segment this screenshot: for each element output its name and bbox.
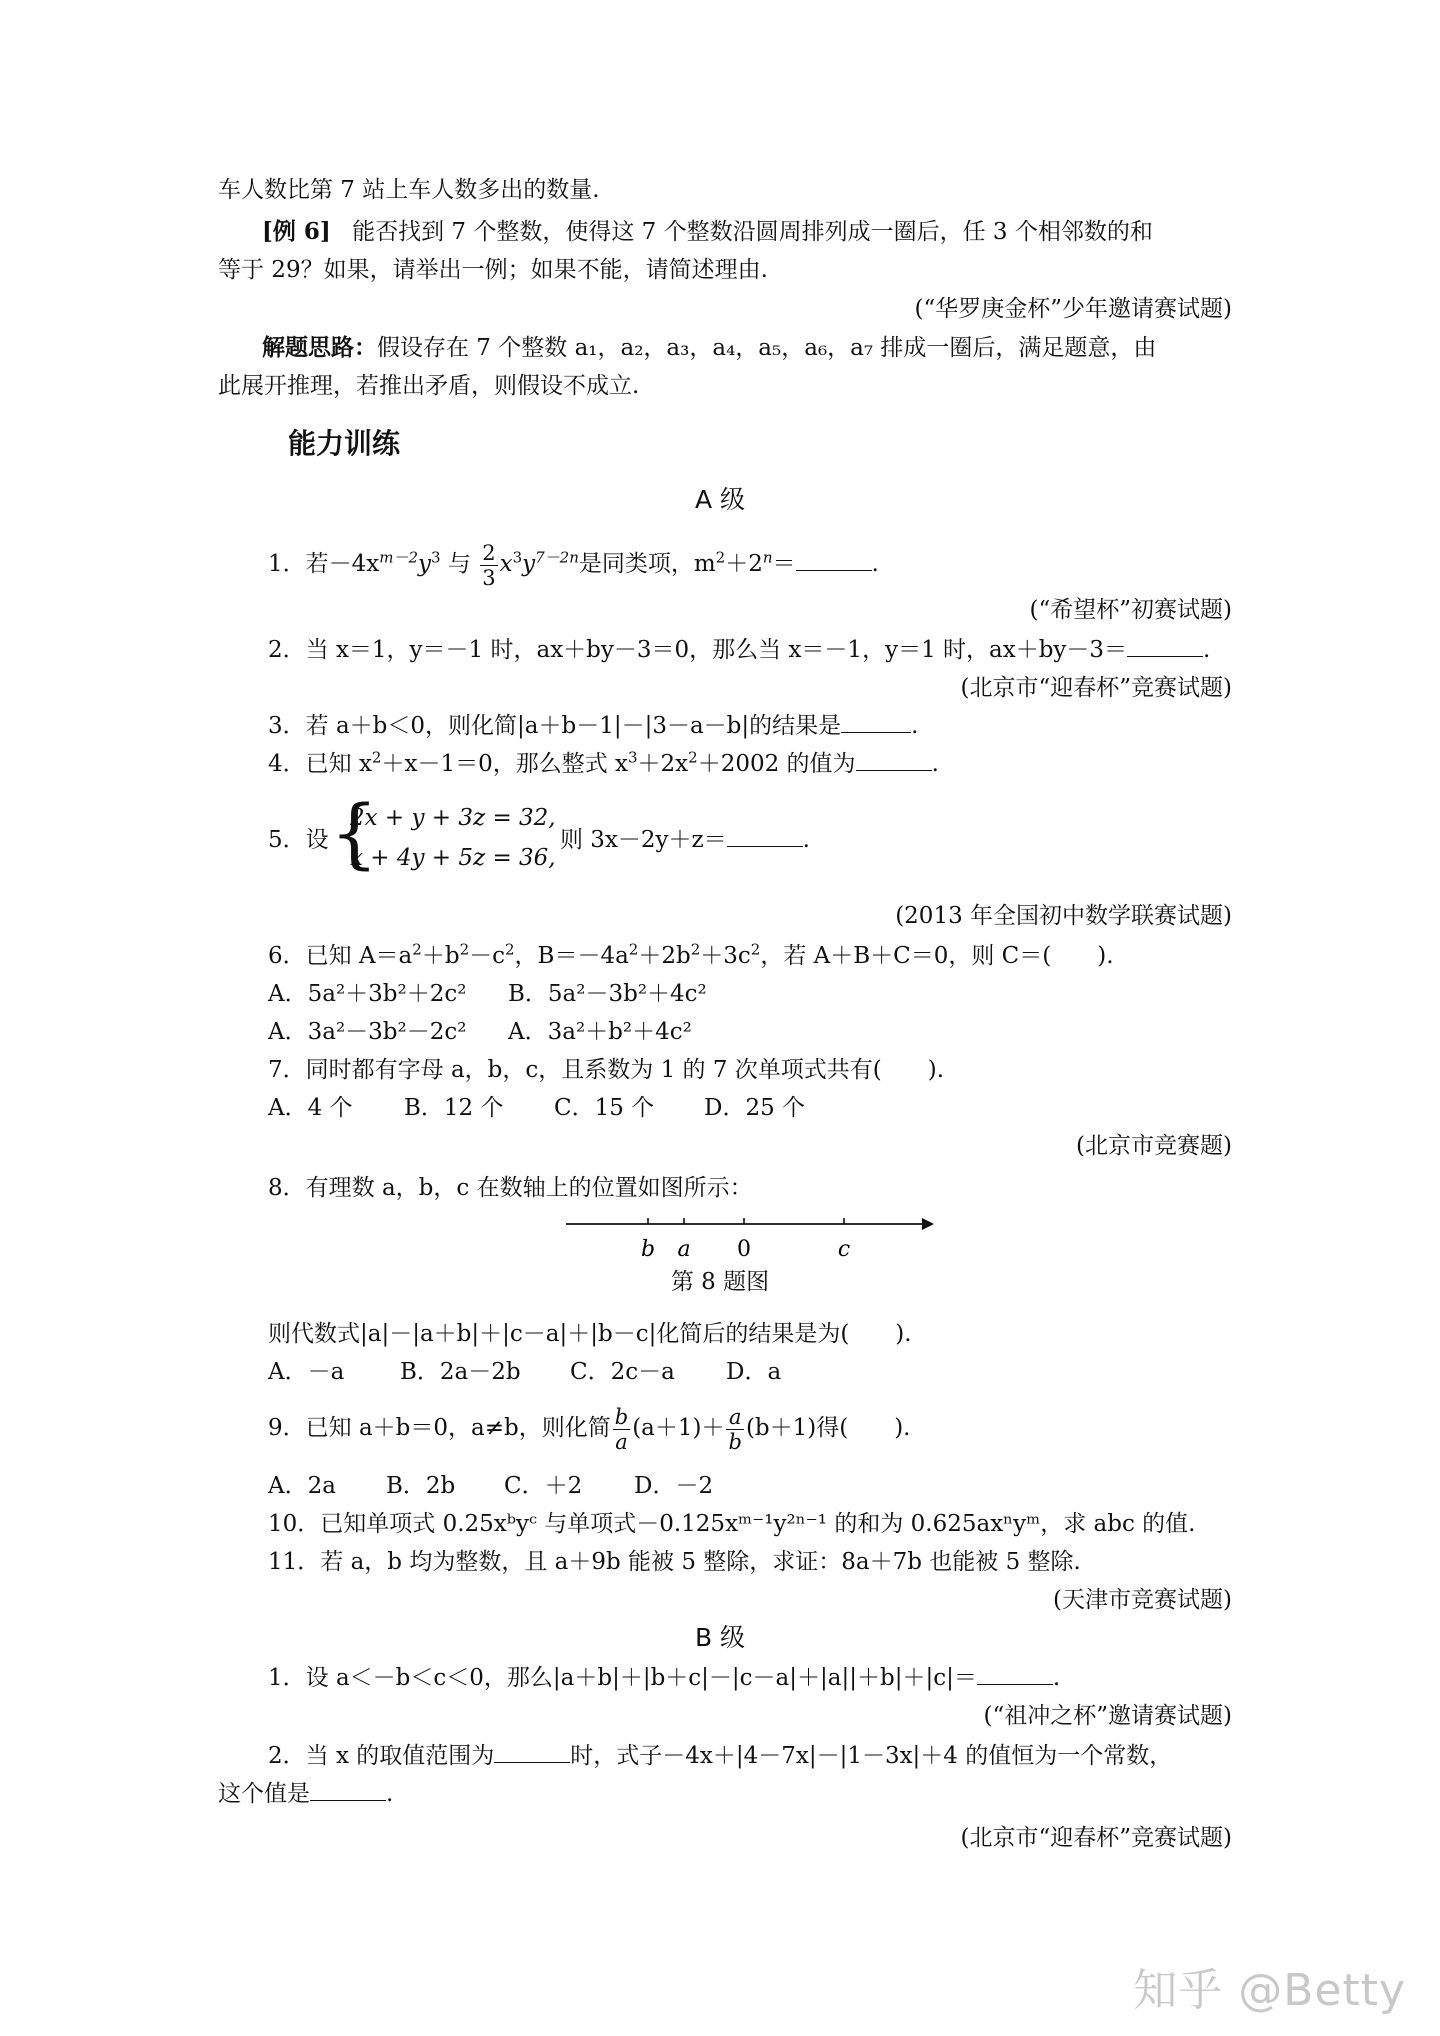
- answer-blank: [494, 1740, 570, 1763]
- option: A．5a²＋3b²＋2c²: [268, 981, 467, 1007]
- problem-b2-source: (北京市“迎春杯”竞赛试题): [960, 1825, 1232, 1851]
- solution-line-1: [262, 332, 1156, 364]
- example-text: 能否找到 7 个整数，使得这 7 个整数沿圆周排列成一圈后，任 3 个相邻数的和: [352, 219, 1153, 245]
- problem-a9: 9．已知 a＋b＝0，a≠b，则化简 $\frac{b}{a}$ (a＋1)＋ $\frac{a}{b}$ (b＋1)得( ).: [268, 1404, 911, 1454]
- answer-blank: [856, 748, 932, 771]
- problem-a8-question: 则代数式|a|－|a＋b|＋|c－a|＋|b－c|化简后的结果是为( ).: [268, 1321, 912, 1347]
- problem-a11-source: (天津市竞赛试题): [1053, 1587, 1232, 1613]
- answer-blank: [1127, 634, 1203, 657]
- problem-a10: 10．已知单项式 0.25xᵇyᶜ 与单项式－0.125xᵐ⁻¹y²ⁿ⁻¹ 的和为 0.625axⁿyᵐ，求 abc 的值.: [268, 1511, 1196, 1537]
- problem-a3: 3．若 a＋b＜0，则化简|a＋b－1|－|3－a－b|的结果是 .: [268, 710, 918, 742]
- problem-a5-source: (2013 年全国初中数学联赛试题): [895, 903, 1232, 929]
- option: A．2a: [268, 1473, 336, 1499]
- option: D．－2: [634, 1473, 714, 1499]
- solution-text: 假设存在 7 个整数 a₁，a₂，a₃，a₄，a₅，a₆，a₇ 排成一圈后，满足题意，由: [377, 335, 1157, 361]
- number-line-figure: [560, 1210, 940, 1270]
- option: D．a: [726, 1359, 782, 1385]
- arrow-icon: [922, 1218, 934, 1230]
- option: B．5a²－3b²＋4c²: [508, 981, 707, 1007]
- example-line-1: [262, 216, 1153, 248]
- level-b-title: B 级: [694, 1623, 746, 1652]
- option: A．3a²－3b²－2c²: [268, 1019, 467, 1045]
- section-title: 能力训练: [288, 427, 401, 460]
- fraction-a-over-b: $\frac{a}{b}$: [728, 1404, 742, 1454]
- problem-a9-options: [268, 1470, 713, 1502]
- problem-a7-source: (北京市竞赛题): [1076, 1133, 1232, 1159]
- intro-line: 车人数比第 7 站上车人数多出的数量.: [218, 177, 600, 203]
- watermark: 知乎 @Betty: [1133, 1965, 1406, 2016]
- answer-blank: [841, 710, 911, 733]
- level-a-title: A 级: [694, 485, 746, 514]
- problem-b1: 1．设 a＜－b＜c＜0，那么|a＋b|＋|b＋c|－|c－a|＋|a||＋b|＋|c|＝ .: [268, 1662, 1060, 1694]
- option: C．2c－a: [570, 1359, 675, 1385]
- problem-a5-question: 则 3x－2y＋z＝ .: [560, 824, 810, 856]
- axis-label-c: c: [837, 1237, 851, 1262]
- answer-blank: [727, 824, 803, 847]
- problem-a6: 6．已知 $A=a^2+b^2-c^2$，$B=-4a^2+2b^2+3c^2$，若 A＋B＋C＝0，则 C＝( ).: [268, 940, 1114, 969]
- solution-label: 解题思路：: [262, 334, 377, 361]
- axis-label-zero: 0: [737, 1237, 751, 1262]
- option: C．15 个: [554, 1095, 655, 1121]
- option: B．2b: [386, 1473, 456, 1499]
- problem-a7-options: [268, 1092, 805, 1124]
- problem-a8-options: [268, 1356, 781, 1388]
- option: A．3a²＋b²＋4c²: [508, 1019, 692, 1045]
- problem-a8: 8．有理数 a，b，c 在数轴上的位置如图所示：: [268, 1175, 753, 1201]
- problem-a1: 1．若$-4x^{m-2}y^3$ 与 $\frac{2}{3}$ $x^3y^{7-2n}$是同类项，$m^2+2^n=$ .: [268, 540, 879, 590]
- example-label: [例 6]: [262, 218, 331, 245]
- problem-a1-source: (“希望杯”初赛试题): [1029, 597, 1232, 623]
- answer-blank: [977, 1662, 1053, 1685]
- axis-label-a: a: [677, 1237, 691, 1262]
- example-source: (“华罗庚金杯”少年邀请赛试题): [914, 296, 1232, 322]
- problem-b1-source: (“祖冲之杯”邀请赛试题): [983, 1703, 1232, 1729]
- problem-a5-label: 5．设: [268, 827, 329, 853]
- fraction-b-over-a: $\frac{b}{a}$: [614, 1404, 629, 1454]
- axis-label-b: b: [640, 1237, 656, 1262]
- equation-1: 2x + y + 3z = 32,: [350, 805, 556, 831]
- option: B．12 个: [404, 1095, 504, 1121]
- figure-caption: 第 8 题图: [670, 1269, 770, 1295]
- problem-a6-options-1: [268, 978, 707, 1010]
- option: A．4 个: [268, 1095, 353, 1121]
- solution-line-2: 此展开推理，若推出矛盾，则假设不成立.: [218, 373, 640, 399]
- problem-a2-source: (北京市“迎春杯”竞赛试题): [960, 675, 1232, 701]
- problem-a2: 2．当 x＝1，y＝－1 时，ax＋by－3＝0，那么当 x＝－1，y＝1 时，ax＋by－3＝ .: [268, 634, 1210, 666]
- option: B．2a－2b: [400, 1359, 521, 1385]
- option: D．25 个: [704, 1095, 806, 1121]
- option: C．＋2: [504, 1473, 583, 1499]
- answer-blank: [796, 548, 872, 571]
- problem-a4: 4．已知 $x^2+x-1=0$，那么整式 $x^3+2x^2+2002$ 的值为 .: [268, 748, 939, 777]
- problem-a6-options-2: [268, 1016, 692, 1048]
- answer-blank: [310, 1778, 386, 1801]
- problem-b2-line-1: 2．当 x 的取值范围为 时，式子－4x＋|4－7x|－|1－3x|＋4 的值恒为一个常数，: [268, 1740, 1172, 1772]
- problem-a11: 11．若 a，b 均为整数，且 a＋9b 能被 5 整除，求证：8a＋7b 也能被 5 整除.: [268, 1549, 1081, 1575]
- brace-icon: {: [330, 788, 379, 877]
- equation-2: x + 4y + 5z = 36,: [350, 845, 556, 871]
- example-line-2: 等于 29？如果，请举出一例；如果不能，请简述理由.: [218, 257, 768, 283]
- problem-a7: 7．同时都有字母 a，b，c，且系数为 1 的 7 次单项式共有( ).: [268, 1057, 945, 1083]
- fraction-two-thirds: $\frac{2}{3}$: [482, 540, 496, 590]
- option: A．－a: [268, 1359, 345, 1385]
- problem-b2-line-2: 这个值是 .: [218, 1778, 393, 1810]
